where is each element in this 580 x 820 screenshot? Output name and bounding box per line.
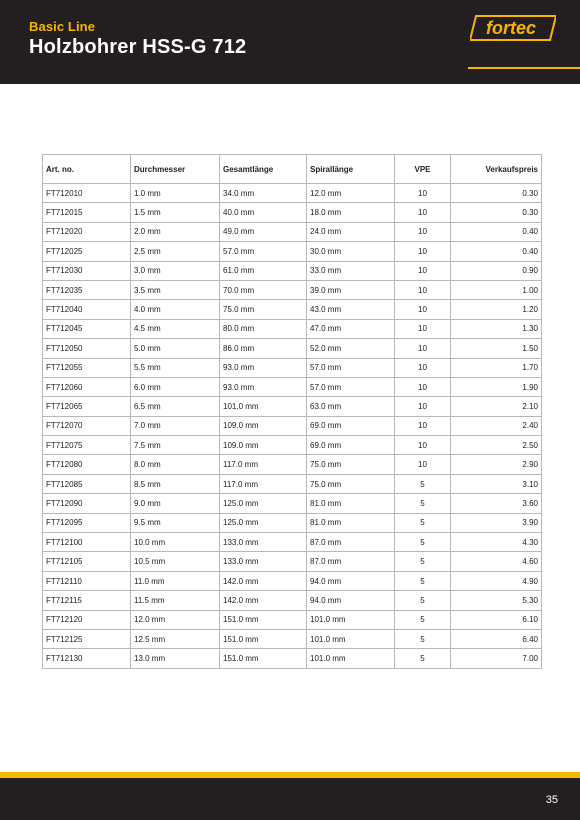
- cell-verkaufspreis: 1.00: [451, 280, 542, 299]
- table-row: [43, 377, 542, 396]
- cell-gesamtlaenge: 109.0 mm: [220, 436, 307, 455]
- table-row: [43, 261, 542, 280]
- cell-art-no: FT712045: [43, 319, 131, 338]
- cell-gesamtlaenge: 109.0 mm: [220, 416, 307, 435]
- cell-durchmesser: 3.5 mm: [131, 280, 220, 299]
- header-durchmesser: Durchmesser: [131, 155, 220, 184]
- cell-verkaufspreis: 5.30: [451, 591, 542, 610]
- cell-gesamtlaenge: 61.0 mm: [220, 261, 307, 280]
- cell-art-no: FT712115: [43, 591, 131, 610]
- cell-verkaufspreis: 2.50: [451, 436, 542, 455]
- cell-vpe: 5: [395, 494, 451, 513]
- table-row: [43, 280, 542, 299]
- cell-durchmesser: 10.0 mm: [131, 533, 220, 552]
- logo-text: fortec: [485, 18, 537, 38]
- table-row: [43, 203, 542, 222]
- cell-durchmesser: 9.5 mm: [131, 513, 220, 532]
- cell-durchmesser: 1.5 mm: [131, 203, 220, 222]
- cell-vpe: 10: [395, 377, 451, 396]
- header-gesamtlaenge: Gesamtlänge: [220, 155, 307, 184]
- cell-vpe: 10: [395, 436, 451, 455]
- cell-gesamtlaenge: 125.0 mm: [220, 494, 307, 513]
- cell-vpe: 10: [395, 455, 451, 474]
- cell-durchmesser: 13.0 mm: [131, 649, 220, 668]
- cell-vpe: 5: [395, 533, 451, 552]
- cell-durchmesser: 3.0 mm: [131, 261, 220, 280]
- cell-art-no: FT712040: [43, 300, 131, 319]
- cell-verkaufspreis: 3.10: [451, 474, 542, 493]
- table-row: [43, 455, 542, 474]
- cell-verkaufspreis: 1.30: [451, 319, 542, 338]
- cell-art-no: FT712015: [43, 203, 131, 222]
- table-row: [43, 649, 542, 668]
- cell-spirallaenge: 81.0 mm: [307, 494, 395, 513]
- cell-vpe: 10: [395, 261, 451, 280]
- cell-gesamtlaenge: 151.0 mm: [220, 649, 307, 668]
- cell-verkaufspreis: 6.40: [451, 629, 542, 648]
- cell-verkaufspreis: 4.90: [451, 571, 542, 590]
- cell-verkaufspreis: 1.90: [451, 377, 542, 396]
- cell-spirallaenge: 47.0 mm: [307, 319, 395, 338]
- cell-spirallaenge: 69.0 mm: [307, 416, 395, 435]
- cell-durchmesser: 7.0 mm: [131, 416, 220, 435]
- cell-spirallaenge: 75.0 mm: [307, 455, 395, 474]
- table-row: [43, 513, 542, 532]
- cell-spirallaenge: 101.0 mm: [307, 629, 395, 648]
- cell-spirallaenge: 18.0 mm: [307, 203, 395, 222]
- cell-durchmesser: 11.0 mm: [131, 571, 220, 590]
- header-verkaufspreis: Verkaufspreis: [451, 155, 542, 184]
- page-footer: [0, 778, 580, 820]
- header-spirallaenge: Spirallänge: [307, 155, 395, 184]
- cell-art-no: FT712050: [43, 339, 131, 358]
- cell-spirallaenge: 39.0 mm: [307, 280, 395, 299]
- cell-gesamtlaenge: 125.0 mm: [220, 513, 307, 532]
- cell-gesamtlaenge: 101.0 mm: [220, 397, 307, 416]
- cell-gesamtlaenge: 40.0 mm: [220, 203, 307, 222]
- cell-verkaufspreis: 0.30: [451, 184, 542, 203]
- cell-verkaufspreis: 0.30: [451, 203, 542, 222]
- cell-durchmesser: 6.5 mm: [131, 397, 220, 416]
- cell-vpe: 10: [395, 184, 451, 203]
- cell-verkaufspreis: 2.40: [451, 416, 542, 435]
- table-row: [43, 571, 542, 590]
- cell-durchmesser: 12.0 mm: [131, 610, 220, 629]
- cell-art-no: FT712090: [43, 494, 131, 513]
- cell-durchmesser: 4.5 mm: [131, 319, 220, 338]
- cell-verkaufspreis: 4.30: [451, 533, 542, 552]
- cell-gesamtlaenge: 117.0 mm: [220, 455, 307, 474]
- cell-gesamtlaenge: 151.0 mm: [220, 610, 307, 629]
- cell-gesamtlaenge: 93.0 mm: [220, 358, 307, 377]
- cell-verkaufspreis: 3.90: [451, 513, 542, 532]
- cell-durchmesser: 6.0 mm: [131, 377, 220, 396]
- cell-gesamtlaenge: 34.0 mm: [220, 184, 307, 203]
- cell-spirallaenge: 87.0 mm: [307, 552, 395, 571]
- cell-vpe: 10: [395, 280, 451, 299]
- cell-verkaufspreis: 1.50: [451, 339, 542, 358]
- cell-spirallaenge: 33.0 mm: [307, 261, 395, 280]
- cell-gesamtlaenge: 133.0 mm: [220, 552, 307, 571]
- cell-verkaufspreis: 1.70: [451, 358, 542, 377]
- header-accent-line: [468, 67, 580, 69]
- cell-vpe: 5: [395, 610, 451, 629]
- cell-vpe: 5: [395, 629, 451, 648]
- cell-verkaufspreis: 0.40: [451, 242, 542, 261]
- table-header-row: [43, 155, 542, 184]
- table-row: [43, 629, 542, 648]
- cell-spirallaenge: 52.0 mm: [307, 339, 395, 358]
- table-row: [43, 339, 542, 358]
- cell-art-no: FT712070: [43, 416, 131, 435]
- table-row: [43, 319, 542, 338]
- table-row: [43, 358, 542, 377]
- cell-vpe: 10: [395, 203, 451, 222]
- cell-gesamtlaenge: 142.0 mm: [220, 591, 307, 610]
- cell-gesamtlaenge: 151.0 mm: [220, 629, 307, 648]
- page-header: [0, 0, 580, 84]
- table-row: [43, 610, 542, 629]
- cell-durchmesser: 2.5 mm: [131, 242, 220, 261]
- product-line-label: Basic Line: [29, 19, 96, 34]
- cell-art-no: FT712080: [43, 455, 131, 474]
- cell-vpe: 10: [395, 300, 451, 319]
- cell-durchmesser: 8.0 mm: [131, 455, 220, 474]
- table-row: [43, 300, 542, 319]
- cell-art-no: FT712065: [43, 397, 131, 416]
- cell-gesamtlaenge: 133.0 mm: [220, 533, 307, 552]
- cell-spirallaenge: 30.0 mm: [307, 242, 395, 261]
- cell-spirallaenge: 43.0 mm: [307, 300, 395, 319]
- cell-verkaufspreis: 3.60: [451, 494, 542, 513]
- cell-durchmesser: 8.5 mm: [131, 474, 220, 493]
- cell-vpe: 5: [395, 571, 451, 590]
- cell-spirallaenge: 75.0 mm: [307, 474, 395, 493]
- cell-spirallaenge: 57.0 mm: [307, 377, 395, 396]
- cell-spirallaenge: 94.0 mm: [307, 591, 395, 610]
- table-row: [43, 552, 542, 571]
- product-table-container: [42, 154, 541, 669]
- cell-vpe: 10: [395, 319, 451, 338]
- page-title: Holzbohrer HSS-G 712: [29, 36, 247, 58]
- page-number: 35: [545, 794, 558, 806]
- cell-spirallaenge: 81.0 mm: [307, 513, 395, 532]
- cell-gesamtlaenge: 75.0 mm: [220, 300, 307, 319]
- cell-durchmesser: 1.0 mm: [131, 184, 220, 203]
- cell-vpe: 10: [395, 339, 451, 358]
- cell-art-no: FT712095: [43, 513, 131, 532]
- cell-durchmesser: 4.0 mm: [131, 300, 220, 319]
- table-row: [43, 184, 542, 203]
- table-row: [43, 222, 542, 241]
- cell-art-no: FT712085: [43, 474, 131, 493]
- cell-spirallaenge: 69.0 mm: [307, 436, 395, 455]
- table-body: [43, 184, 542, 669]
- cell-durchmesser: 9.0 mm: [131, 494, 220, 513]
- cell-durchmesser: 5.5 mm: [131, 358, 220, 377]
- cell-vpe: 5: [395, 474, 451, 493]
- cell-art-no: FT712100: [43, 533, 131, 552]
- cell-gesamtlaenge: 93.0 mm: [220, 377, 307, 396]
- table-row: [43, 242, 542, 261]
- cell-art-no: FT712075: [43, 436, 131, 455]
- cell-verkaufspreis: 2.90: [451, 455, 542, 474]
- cell-vpe: 5: [395, 513, 451, 532]
- cell-vpe: 5: [395, 591, 451, 610]
- table-row: [43, 533, 542, 552]
- cell-gesamtlaenge: 57.0 mm: [220, 242, 307, 261]
- cell-spirallaenge: 12.0 mm: [307, 184, 395, 203]
- table-row: [43, 436, 542, 455]
- cell-durchmesser: 12.5 mm: [131, 629, 220, 648]
- cell-art-no: FT712030: [43, 261, 131, 280]
- cell-gesamtlaenge: 80.0 mm: [220, 319, 307, 338]
- cell-durchmesser: 5.0 mm: [131, 339, 220, 358]
- cell-verkaufspreis: 4.60: [451, 552, 542, 571]
- cell-spirallaenge: 87.0 mm: [307, 533, 395, 552]
- cell-vpe: 5: [395, 649, 451, 668]
- cell-art-no: FT712020: [43, 222, 131, 241]
- cell-art-no: FT712035: [43, 280, 131, 299]
- header-vpe: VPE: [395, 155, 451, 184]
- cell-gesamtlaenge: 49.0 mm: [220, 222, 307, 241]
- table-row: [43, 397, 542, 416]
- cell-spirallaenge: 57.0 mm: [307, 358, 395, 377]
- cell-art-no: FT712105: [43, 552, 131, 571]
- cell-spirallaenge: 94.0 mm: [307, 571, 395, 590]
- cell-durchmesser: 10.5 mm: [131, 552, 220, 571]
- cell-verkaufspreis: 1.20: [451, 300, 542, 319]
- cell-art-no: FT712010: [43, 184, 131, 203]
- cell-verkaufspreis: 0.40: [451, 222, 542, 241]
- cell-verkaufspreis: 0.90: [451, 261, 542, 280]
- cell-art-no: FT712110: [43, 571, 131, 590]
- table-row: [43, 474, 542, 493]
- cell-art-no: FT712125: [43, 629, 131, 648]
- table-row: [43, 416, 542, 435]
- cell-gesamtlaenge: 86.0 mm: [220, 339, 307, 358]
- cell-gesamtlaenge: 117.0 mm: [220, 474, 307, 493]
- cell-durchmesser: 11.5 mm: [131, 591, 220, 610]
- table-row: [43, 591, 542, 610]
- cell-spirallaenge: 24.0 mm: [307, 222, 395, 241]
- header-art-no: Art. no.: [43, 155, 131, 184]
- cell-verkaufspreis: 6.10: [451, 610, 542, 629]
- fortec-logo: [470, 14, 556, 42]
- cell-art-no: FT712060: [43, 377, 131, 396]
- cell-gesamtlaenge: 142.0 mm: [220, 571, 307, 590]
- cell-durchmesser: 7.5 mm: [131, 436, 220, 455]
- cell-art-no: FT712120: [43, 610, 131, 629]
- product-table: [42, 154, 542, 669]
- cell-durchmesser: 2.0 mm: [131, 222, 220, 241]
- cell-verkaufspreis: 2.10: [451, 397, 542, 416]
- cell-verkaufspreis: 7.00: [451, 649, 542, 668]
- cell-vpe: 10: [395, 358, 451, 377]
- table-row: [43, 494, 542, 513]
- cell-gesamtlaenge: 70.0 mm: [220, 280, 307, 299]
- cell-spirallaenge: 101.0 mm: [307, 649, 395, 668]
- cell-vpe: 10: [395, 222, 451, 241]
- cell-vpe: 10: [395, 242, 451, 261]
- cell-vpe: 5: [395, 552, 451, 571]
- cell-art-no: FT712055: [43, 358, 131, 377]
- cell-vpe: 10: [395, 397, 451, 416]
- cell-art-no: FT712130: [43, 649, 131, 668]
- cell-spirallaenge: 101.0 mm: [307, 610, 395, 629]
- cell-spirallaenge: 63.0 mm: [307, 397, 395, 416]
- cell-art-no: FT712025: [43, 242, 131, 261]
- cell-vpe: 10: [395, 416, 451, 435]
